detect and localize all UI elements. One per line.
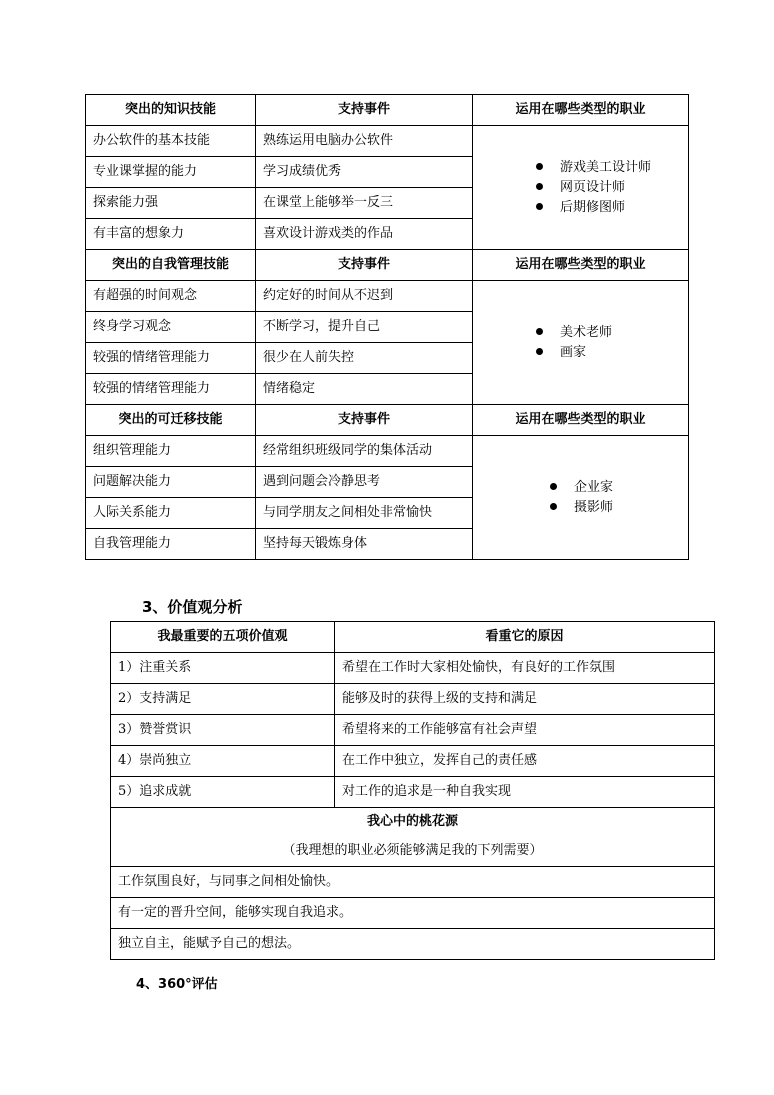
skill-cell: 人际关系能力	[86, 498, 256, 529]
event-column-header: 支持事件	[256, 95, 473, 126]
value-cell: 2）支持满足	[111, 684, 335, 715]
career-list	[536, 323, 681, 363]
skill-cell: 专业课掌握的能力	[86, 157, 256, 188]
values-table	[110, 621, 715, 960]
table-row	[111, 715, 715, 746]
skill-cell: 问题解决能力	[86, 467, 256, 498]
value-column-header: 我最重要的五项价值观	[111, 622, 335, 653]
skill-column-header: 突出的自我管理技能	[86, 250, 256, 281]
table-row	[86, 126, 689, 157]
value-cell: 5）追求成就	[111, 777, 335, 808]
need-cell: 工作氛围良好，与同事之间相处愉快。	[111, 867, 715, 898]
table-row	[111, 898, 715, 929]
skill-cell: 有丰富的想象力	[86, 219, 256, 250]
skills-header-row	[86, 250, 689, 281]
table-row	[86, 281, 689, 312]
table-row	[86, 436, 689, 467]
skill-cell: 较强的情绪管理能力	[86, 343, 256, 374]
event-column-header: 支持事件	[256, 405, 473, 436]
table-row	[111, 777, 715, 808]
section-heading-360: 4、360°评估	[136, 977, 218, 992]
skills-table	[85, 94, 689, 560]
skills-header-row	[86, 405, 689, 436]
event-cell: 经常组织班级同学的集体活动	[256, 436, 473, 467]
reason-cell: 希望将来的工作能够富有社会声望	[335, 715, 715, 746]
bullet-icon	[536, 348, 543, 355]
table-row	[111, 684, 715, 715]
bullet-icon	[536, 163, 543, 170]
career-cell	[473, 126, 689, 250]
skill-cell: 组织管理能力	[86, 436, 256, 467]
values-header-row	[111, 622, 715, 653]
skill-column-header: 突出的知识技能	[86, 95, 256, 126]
skill-cell: 有超强的时间观念	[86, 281, 256, 312]
event-cell: 熟练运用电脑办公软件	[256, 126, 473, 157]
career-item: 美术老师	[536, 323, 681, 343]
value-cell: 1）注重关系	[111, 653, 335, 684]
event-cell: 不断学习，提升自己	[256, 312, 473, 343]
skill-cell: 办公软件的基本技能	[86, 126, 256, 157]
event-cell: 与同学朋友之间相处非常愉快	[256, 498, 473, 529]
need-cell: 有一定的晋升空间，能够实现自我追求。	[111, 898, 715, 929]
ideal-title: 我心中的桃花源	[111, 808, 715, 837]
table-row	[111, 746, 715, 777]
career-column-header: 运用在哪些类型的职业	[473, 95, 689, 126]
skills-header-row	[86, 95, 689, 126]
bullet-icon	[536, 203, 543, 210]
career-cell	[473, 436, 689, 560]
reason-cell: 希望在工作时大家相处愉快，有良好的工作氛围	[335, 653, 715, 684]
value-cell: 3）赞誉赏识	[111, 715, 335, 746]
career-item: 后期修图师	[536, 198, 681, 218]
career-item: 游戏美工设计师	[536, 158, 681, 178]
table-row	[111, 867, 715, 898]
ideal-subtitle-row	[111, 836, 715, 867]
career-item: 摄影师	[550, 498, 681, 518]
career-item: 网页设计师	[536, 178, 681, 198]
career-column-header: 运用在哪些类型的职业	[473, 405, 689, 436]
skill-cell: 探索能力强	[86, 188, 256, 219]
career-list	[536, 158, 681, 218]
table-row	[111, 929, 715, 960]
bullet-icon	[550, 503, 557, 510]
reason-cell: 在工作中独立，发挥自己的责任感	[335, 746, 715, 777]
career-list	[550, 478, 681, 518]
career-item: 企业家	[550, 478, 681, 498]
table-row	[111, 653, 715, 684]
skill-cell: 终身学习观念	[86, 312, 256, 343]
reason-cell: 对工作的追求是一种自我实现	[335, 777, 715, 808]
event-cell: 情绪稳定	[256, 374, 473, 405]
ideal-subtitle: （我理想的职业必须能够满足我的下列需要）	[111, 836, 715, 867]
skill-column-header: 突出的可迁移技能	[86, 405, 256, 436]
career-item: 画家	[536, 343, 681, 363]
event-column-header: 支持事件	[256, 250, 473, 281]
event-cell: 坚持每天锻炼身体	[256, 529, 473, 560]
event-cell: 很少在人前失控	[256, 343, 473, 374]
event-cell: 学习成绩优秀	[256, 157, 473, 188]
skill-cell: 较强的情绪管理能力	[86, 374, 256, 405]
need-cell: 独立自主，能赋予自己的想法。	[111, 929, 715, 960]
event-cell: 喜欢设计游戏类的作品	[256, 219, 473, 250]
ideal-title-row	[111, 808, 715, 837]
section-heading-values: 3、价值观分析	[142, 598, 243, 616]
career-column-header: 运用在哪些类型的职业	[473, 250, 689, 281]
bullet-icon	[550, 483, 557, 490]
reason-column-header: 看重它的原因	[335, 622, 715, 653]
event-cell: 遇到问题会冷静思考	[256, 467, 473, 498]
event-cell: 在课堂上能够举一反三	[256, 188, 473, 219]
career-cell	[473, 281, 689, 405]
skill-cell: 自我管理能力	[86, 529, 256, 560]
event-cell: 约定好的时间从不迟到	[256, 281, 473, 312]
bullet-icon	[536, 183, 543, 190]
value-cell: 4）崇尚独立	[111, 746, 335, 777]
reason-cell: 能够及时的获得上级的支持和满足	[335, 684, 715, 715]
bullet-icon	[536, 328, 543, 335]
